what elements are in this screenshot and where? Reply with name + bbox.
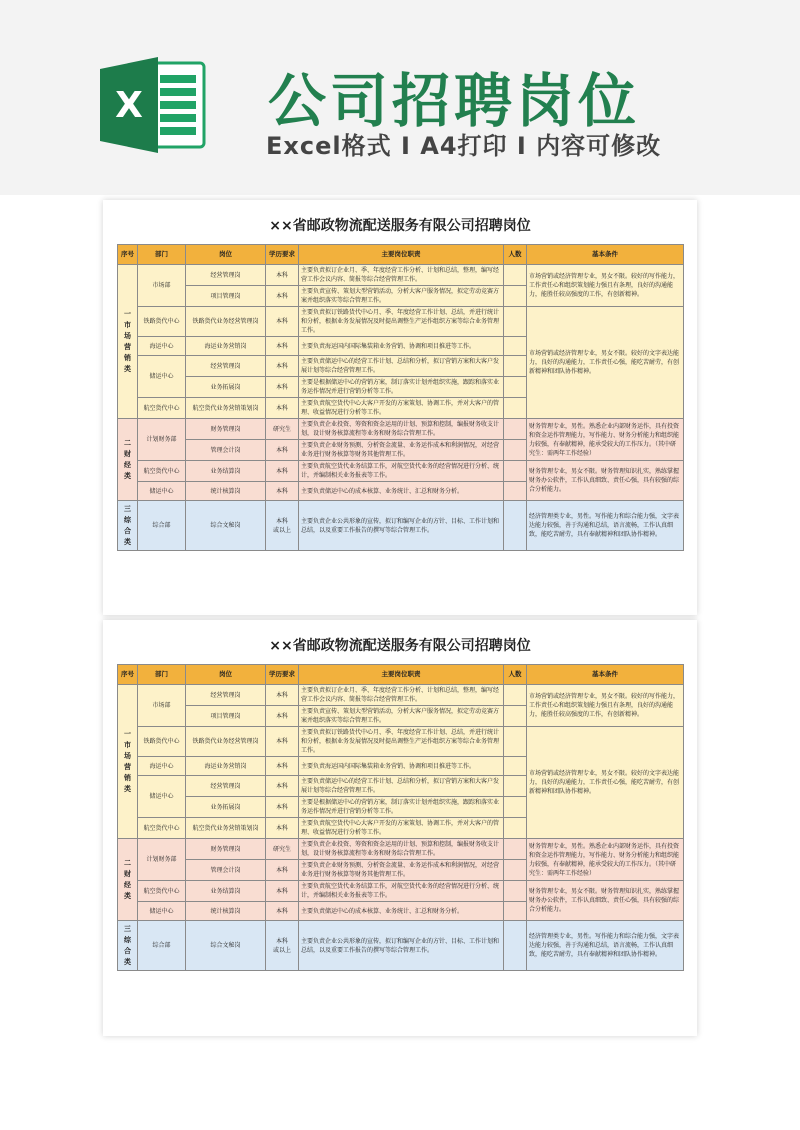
table-row (118, 921, 684, 971)
table-header-row (118, 665, 684, 685)
edu-cell: 本科 (266, 377, 299, 398)
col-header: 基本条件 (527, 245, 684, 265)
edu-cell: 本科 (266, 706, 299, 727)
post-cell: 项目管理岗 (186, 286, 266, 307)
edu-cell: 本科 (266, 286, 299, 307)
edu-cell: 本科 或以上 (266, 501, 299, 551)
count-cell (504, 440, 527, 461)
post-cell: 统计核算岗 (186, 482, 266, 501)
duty-cell: 主要负责海运国内国际集装箱业务营销、协调和项目推进等工作。 (299, 337, 504, 356)
edu-cell: 本科 (266, 797, 299, 818)
duty-cell: 主要负责企业投资、筹资和资金运用的计划、预算和控制，编报财务收支计划，设计财务核算流程等业务和财务综合管理工作。 (299, 839, 504, 860)
edu-cell: 本科 (266, 881, 299, 902)
group-label: 三 综 合 类 (118, 501, 138, 551)
post-cell: 业务拓展岗 (186, 377, 266, 398)
edu-cell: 本科 (266, 440, 299, 461)
table-row (118, 839, 684, 860)
duty-cell: 主要负责企业财务预测、分析资金流量、业务运作成本和利润情况，对经营业务进行财务核算等财务其他管理工作。 (299, 440, 504, 461)
post-cell: 铁路货代业务经营管理岗 (186, 727, 266, 757)
condition-cell: 市场营销或经济管理专业，男女不限。较好的文字表达能力，良好的沟通能力，工作责任心强，能吃苦耐劳，有创新精神和团队协作精神。 (527, 307, 684, 419)
duty-cell: 主要负责宣传、策划大型营销活动，分析大客户服务情况，拟定劳动竞赛方案并组织落实等综合管理工作。 (299, 706, 504, 727)
excel-logo-letter: X (115, 85, 143, 126)
count-cell (504, 776, 527, 797)
post-cell: 项目管理岗 (186, 706, 266, 727)
duty-cell: 主要负责航空货代中心大客户开发的方案策划、协调工作，并对大客户的管理、收益情况进行分析等工作。 (299, 398, 504, 419)
count-cell (504, 286, 527, 307)
col-header: 学历要求 (266, 245, 299, 265)
table-row (118, 727, 684, 757)
condition-cell: 财务管理专业，男女不限。财务管理知识扎实，熟练掌握财务办公软件，工作认真细致、责任心强，具有较强的综合分析能力。 (527, 461, 684, 501)
recruitment-table (117, 664, 684, 971)
edu-cell: 本科 (266, 337, 299, 356)
edu-cell: 本科 或以上 (266, 921, 299, 971)
post-cell: 业务结算岗 (186, 881, 266, 902)
duty-cell: 主要负责企业投资、筹资和资金运用的计划、预算和控制，编报财务收支计划，设计财务核算流程等业务和财务综合管理工作。 (299, 419, 504, 440)
dept-cell: 储运中心 (138, 356, 186, 398)
dept-cell: 海运中心 (138, 337, 186, 356)
edu-cell: 本科 (266, 461, 299, 482)
edu-cell: 本科 (266, 482, 299, 501)
table-header-row (118, 245, 684, 265)
duty-cell: 主要负责储运中心的经营工作计划、总结和分析，拟订营销方案和大客户发展计划等综合经营管理工作。 (299, 776, 504, 797)
group-label: 一 市 场 营 销 类 (118, 265, 138, 419)
table-row (118, 265, 684, 286)
duty-cell: 主要负责宣传、策划大型营销活动，分析大客户服务情况，拟定劳动竞赛方案并组织落实等综合管理工作。 (299, 286, 504, 307)
post-cell: 管理会计岗 (186, 440, 266, 461)
duty-cell: 主要负责拟订企业月、季、年度经营工作分析、计划和总结，整理，编写经营工作会议内容、简报等综合经营管理工作。 (299, 685, 504, 706)
count-cell (504, 501, 527, 551)
duty-cell: 主要负责拟订铁路货代中心月、季、年度经营工作计划、总结，并进行统计和分析，根据业务发展情况及时提出调整生产运作组织方案等综合业务管理工作。 (299, 727, 504, 757)
edu-cell: 本科 (266, 902, 299, 921)
count-cell (504, 757, 527, 776)
dept-cell: 航空货代中心 (138, 398, 186, 419)
post-cell: 综合文秘岗 (186, 921, 266, 971)
sheet-preview-2 (103, 620, 697, 1036)
group-label: 二 财 经 类 (118, 839, 138, 921)
col-header: 部门 (138, 665, 186, 685)
dept-cell: 航空货代中心 (138, 461, 186, 482)
edu-cell: 研究生 (266, 839, 299, 860)
table-row (118, 307, 684, 337)
col-header: 岗位 (186, 665, 266, 685)
post-cell: 统计核算岗 (186, 902, 266, 921)
post-cell: 业务结算岗 (186, 461, 266, 482)
sheet-title: ××省邮政物流配送服务有限公司招聘岗位 (269, 218, 531, 234)
count-cell (504, 797, 527, 818)
count-cell (504, 839, 527, 860)
condition-cell: 财务管理专业，男性。熟悉企业内部财务运作，具有投资和资金运作管理能力，写作能力、财务分析能力和组织能力较强，有奉献精神，能承受较大的工作压力。（其中研究生：需两年工作经验） (527, 419, 684, 461)
count-cell (504, 818, 527, 839)
group-label: 二 财 经 类 (118, 419, 138, 501)
count-cell (504, 419, 527, 440)
group-label: 一 市 场 营 销 类 (118, 685, 138, 839)
dept-cell: 储运中心 (138, 902, 186, 921)
duty-cell: 主要负责拟订铁路货代中心月、季、年度经营工作计划、总结，并进行统计和分析，根据业务发展情况及时提出调整生产运作组织方案等综合业务管理工作。 (299, 307, 504, 337)
duty-cell: 主要负责储运中心的成本核算、业务统计、汇总和财务分析。 (299, 902, 504, 921)
duty-cell: 主要负责企业公共形象的宣传，拟订和编写企业的方针、目标、工作计划和总结，以及重要工作报告的撰写等综合管理工作。 (299, 921, 504, 971)
dept-cell: 铁路货代中心 (138, 727, 186, 757)
edu-cell: 本科 (266, 265, 299, 286)
table-row (118, 685, 684, 706)
dept-cell: 储运中心 (138, 482, 186, 501)
post-cell: 经营管理岗 (186, 356, 266, 377)
duty-cell: 主要负责航空货代中心大客户开发的方案策划、协调工作，并对大客户的管理、收益情况进行分析等工作。 (299, 818, 504, 839)
count-cell (504, 356, 527, 377)
col-header: 序号 (118, 245, 138, 265)
sheet-preview-1 (103, 200, 697, 615)
dept-cell: 储运中心 (138, 776, 186, 818)
post-cell: 航空货代业务营销策划岗 (186, 398, 266, 419)
post-cell: 海运业务营销岗 (186, 757, 266, 776)
edu-cell: 本科 (266, 685, 299, 706)
page-title: 公司招聘岗位 (268, 67, 641, 135)
col-header: 主要岗位职责 (299, 665, 504, 685)
dept-cell: 综合部 (138, 501, 186, 551)
post-cell: 经营管理岗 (186, 776, 266, 797)
count-cell (504, 902, 527, 921)
count-cell (504, 706, 527, 727)
count-cell (504, 265, 527, 286)
dept-cell: 市场部 (138, 685, 186, 727)
dept-cell: 航空货代中心 (138, 881, 186, 902)
condition-cell: 市场营销或经济管理专业，男女不限。较好的写作能力，工作责任心和组织策划能力强且有条理，良好的沟通能力，能胜任较高强度的工作，有创新精神。 (527, 265, 684, 307)
count-cell (504, 921, 527, 971)
col-header: 序号 (118, 665, 138, 685)
dept-cell: 铁路货代中心 (138, 307, 186, 337)
duty-cell: 主要负责航空货代业务结算工作，对航空货代业务的经营情况进行分析、统计，并编制相关业务报表等工作。 (299, 461, 504, 482)
duty-cell: 主要负责海运国内国际集装箱业务营销、协调和项目推进等工作。 (299, 757, 504, 776)
condition-cell: 市场营销或经济管理专业，男女不限。较好的写作能力，工作责任心和组织策划能力强且有条理，良好的沟通能力，能胜任较高强度的工作，有创新精神。 (527, 685, 684, 727)
edu-cell: 本科 (266, 860, 299, 881)
page-header (0, 0, 800, 195)
edu-cell: 本科 (266, 727, 299, 757)
edu-cell: 本科 (266, 356, 299, 377)
post-cell: 经营管理岗 (186, 265, 266, 286)
post-cell: 航空货代业务营销策划岗 (186, 818, 266, 839)
post-cell: 业务拓展岗 (186, 797, 266, 818)
edu-cell: 本科 (266, 307, 299, 337)
dept-cell: 海运中心 (138, 757, 186, 776)
edu-cell: 本科 (266, 757, 299, 776)
col-header: 人数 (504, 245, 527, 265)
post-cell: 财务管理岗 (186, 419, 266, 440)
col-header: 部门 (138, 245, 186, 265)
col-header: 基本条件 (527, 665, 684, 685)
post-cell: 财务管理岗 (186, 839, 266, 860)
edu-cell: 本科 (266, 818, 299, 839)
col-header: 人数 (504, 665, 527, 685)
edu-cell: 研究生 (266, 419, 299, 440)
table-row (118, 461, 684, 482)
count-cell (504, 398, 527, 419)
dept-cell: 综合部 (138, 921, 186, 971)
table-row (118, 419, 684, 440)
duty-cell: 主要负责储运中心的成本核算、业务统计、汇总和财务分析。 (299, 482, 504, 501)
count-cell (504, 461, 527, 482)
condition-cell: 财务管理专业，男性。熟悉企业内部财务运作，具有投资和资金运作管理能力，写作能力、财务分析能力和组织能力较强，有奉献精神，能承受较大的工作压力。（其中研究生：需两年工作经验） (527, 839, 684, 881)
duty-cell: 主要是根据储运中心的营销方案，制订落实计划并组织实施，跟踪和落实业务运作情况并进行营销分析等工作。 (299, 797, 504, 818)
count-cell (504, 685, 527, 706)
duty-cell: 主要负责航空货代业务结算工作，对航空货代业务的经营情况进行分析、统计，并编制相关业务报表等工作。 (299, 881, 504, 902)
dept-cell: 计划财务部 (138, 839, 186, 881)
count-cell (504, 377, 527, 398)
count-cell (504, 860, 527, 881)
post-cell: 综合文秘岗 (186, 501, 266, 551)
excel-icon (100, 55, 210, 155)
col-header: 主要岗位职责 (299, 245, 504, 265)
count-cell (504, 337, 527, 356)
post-cell: 经营管理岗 (186, 685, 266, 706)
group-label: 三 综 合 类 (118, 921, 138, 971)
post-cell: 海运业务营销岗 (186, 337, 266, 356)
duty-cell: 主要是根据储运中心的营销方案，制订落实计划并组织实施，跟踪和落实业务运作情况并进行营销分析等工作。 (299, 377, 504, 398)
count-cell (504, 482, 527, 501)
edu-cell: 本科 (266, 398, 299, 419)
post-cell: 管理会计岗 (186, 860, 266, 881)
count-cell (504, 881, 527, 902)
count-cell (504, 307, 527, 337)
condition-cell: 市场营销或经济管理专业，男女不限。较好的文字表达能力，良好的沟通能力，工作责任心强，能吃苦耐劳，有创新精神和团队协作精神。 (527, 727, 684, 839)
count-cell (504, 727, 527, 757)
condition-cell: 财务管理专业，男女不限。财务管理知识扎实，熟练掌握财务办公软件，工作认真细致、责任心强，具有较强的综合分析能力。 (527, 881, 684, 921)
condition-cell: 经济管理类专业，男性。写作能力和综合能力强，文字表达能力较强，善于沟通和总结，语言流畅，工作认真细致，能吃苦耐劳，具有奉献精神和团队协作精神。 (527, 501, 684, 551)
page-subtitle: Excel格式 I A4打印 I 内容可修改 (266, 132, 662, 160)
table-row (118, 501, 684, 551)
edu-cell: 本科 (266, 776, 299, 797)
col-header: 学历要求 (266, 665, 299, 685)
duty-cell: 主要负责企业公共形象的宣传，拟订和编写企业的方针、目标、工作计划和总结，以及重要工作报告的撰写等综合管理工作。 (299, 501, 504, 551)
dept-cell: 航空货代中心 (138, 818, 186, 839)
dept-cell: 计划财务部 (138, 419, 186, 461)
table-row (118, 881, 684, 902)
sheet-title: ××省邮政物流配送服务有限公司招聘岗位 (269, 638, 531, 654)
dept-cell: 市场部 (138, 265, 186, 307)
col-header: 岗位 (186, 245, 266, 265)
recruitment-table (117, 244, 684, 551)
duty-cell: 主要负责储运中心的经营工作计划、总结和分析，拟订营销方案和大客户发展计划等综合经营管理工作。 (299, 356, 504, 377)
post-cell: 铁路货代业务经营管理岗 (186, 307, 266, 337)
condition-cell: 经济管理类专业，男性。写作能力和综合能力强，文字表达能力较强，善于沟通和总结，语言流畅，工作认真细致，能吃苦耐劳，具有奉献精神和团队协作精神。 (527, 921, 684, 971)
duty-cell: 主要负责拟订企业月、季、年度经营工作分析、计划和总结，整理，编写经营工作会议内容、简报等综合经营管理工作。 (299, 265, 504, 286)
duty-cell: 主要负责企业财务预测、分析资金流量、业务运作成本和利润情况，对经营业务进行财务核算等财务其他管理工作。 (299, 860, 504, 881)
